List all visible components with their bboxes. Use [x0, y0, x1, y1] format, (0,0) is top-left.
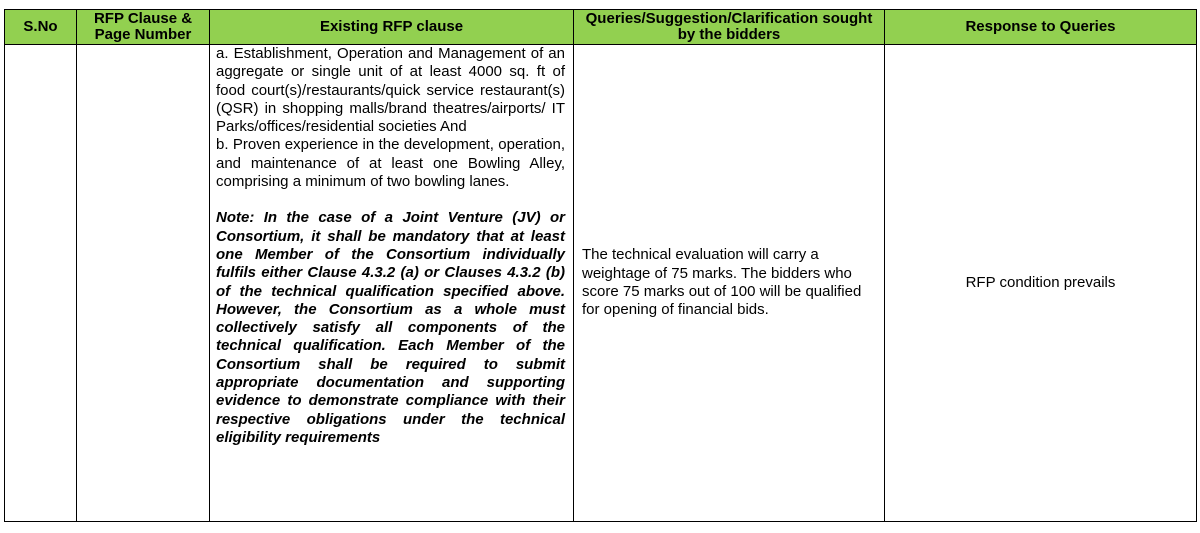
header-sno: S.No: [5, 10, 77, 45]
clause-note: Note: In the case of a Joint Venture (JV) or Consortium, it shall be mandatory that at least one Member of the Consortium individually fulfils either Clause 4.3.2 (a) or Clauses 4.3.2 (b) of the technical qualification specified above. However, the Consortium as a whole must collectively satisfy all components of the technical qualification. Each Member of the Consortium shall be required to submit appropriate documentation and supporting evidence to demonstrate compliance with their respective obligations under the technical eligibility requirements: [216, 209, 565, 446]
header-response: Response to Queries: [885, 10, 1197, 45]
table-row: [5, 45, 1197, 522]
header-clause-page: RFP Clause & Page Number: [77, 10, 210, 45]
header-queries: Queries/Suggestion/Clarification sought by the bidders: [574, 10, 885, 45]
cell-existing-clause: [210, 45, 574, 522]
cell-response: RFP condition prevails: [885, 45, 1197, 522]
clause-part-a: a. Establishment, Operation and Management of an aggregate or single unit of at least 4000 sq. ft of food court(s)/restaurants/quick service restaurant(s) (QSR) in shopping malls/brand theatres/airports/ IT Parks/offices/residential societies And: [216, 45, 565, 136]
header-existing-clause: Existing RFP clause: [210, 10, 574, 45]
table-header-row: [5, 10, 1197, 45]
cell-clause-page: [77, 45, 210, 522]
cell-sno: [5, 45, 77, 522]
clause-part-b: b. Proven experience in the development, operation, and maintenance of at least one Bowling Alley, comprising a minimum of two bowling lanes.: [216, 136, 565, 191]
rfp-query-table: [4, 9, 1197, 522]
cell-query: The technical evaluation will carry a weightage of 75 marks. The bidders who score 75 marks out of 100 will be qualified for opening of financial bids.: [574, 45, 885, 522]
paragraph-gap: [216, 191, 565, 209]
